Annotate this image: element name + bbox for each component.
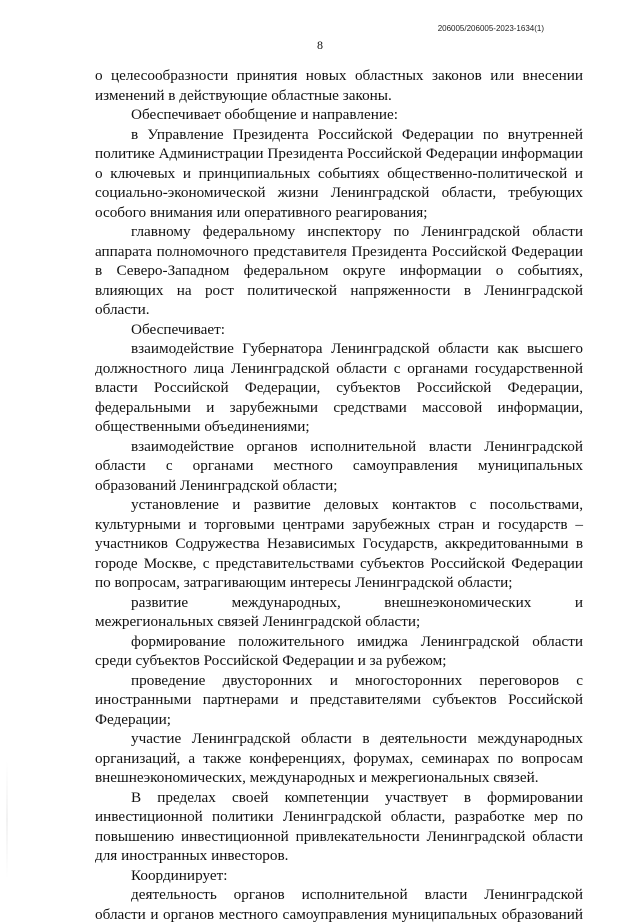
paragraph: В пределах своей компетенции участвует в формировании инвестиционной политики Ленинградской области, разработке мер по повышению инвестиционной привлекательности Ленинградской области для иностранных инвесторов. bbox=[95, 788, 583, 864]
paragraph: деятельность органов исполнительной власти Ленинградской области и органов местного самоуправления муниципальных образований bbox=[95, 886, 583, 923]
paragraph: взаимодействие органов исполнительной власти Ленинградской области с органами местного самоуправления муниципальных образований Ленинградской области; bbox=[95, 437, 583, 494]
paragraph: взаимодействие Губернатора Ленинградской области как высшего должностного лица Ленинградской области с органами государственной власти Российской Федерации, субъектов Российской Федерации, федеральными и зарубежными средствами массовой информации, общественными объединениями; bbox=[95, 340, 583, 435]
document-id: 206005/206005-2023-1634(1) bbox=[437, 24, 544, 33]
paragraph: установление и развитие деловых контактов с посольствами, культурными и торговыми центрами зарубежных стран и государств – участников Содружества Независимых Государств, аккредитованными в городе Москве, с представительствами субъектов Российской Федерации по вопросам, затрагивающим интересы Ленинградской области; bbox=[95, 496, 583, 591]
paragraph: в Управление Президента Российской Федерации по внутренней политике Администрации Президента Российской Федерации информации о ключевых и принципиальных событиях общественно-политической и социально-экономической жизни Ленинградской области, требующих особого внимания или оперативного реагирования; bbox=[95, 125, 583, 221]
document-body bbox=[95, 66, 583, 924]
paragraph: главному федеральному инспектору по Ленинградской области аппарата полномочного представителя Президента Российской Федерации в Северо-Западном федеральном округе информации о событиях, влияющих на рост политической напряженности в Ленинградской области. bbox=[95, 223, 583, 318]
scan-edge-shadow bbox=[6, 760, 8, 880]
paragraph: Координирует: bbox=[131, 866, 228, 884]
paragraph: формирование положительного имиджа Ленинградской области среди субъектов Российской Федерации и за рубежом; bbox=[95, 632, 583, 669]
paragraph: развитие международных, внешнеэкономических и межрегиональных связей Ленинградской области; bbox=[95, 593, 583, 630]
paragraph: Обеспечивает: bbox=[131, 320, 225, 338]
paragraph-continuation: о целесообразности принятия новых областных законов или внесении изменений в действующие областные законы. bbox=[95, 67, 583, 104]
paragraph: проведение двусторонних и многосторонних переговоров с иностранными партнерами и представителями субъектов Российской Федерации; bbox=[95, 671, 583, 728]
page-number: 8 bbox=[317, 38, 323, 52]
paragraph: Обеспечивает обобщение и направление: bbox=[131, 106, 398, 123]
paragraph: участие Ленинградской области в деятельности международных организаций, а также конференциях, форумах, семинарах по вопросам внешнеэкономических, международных и межрегиональных связей. bbox=[95, 730, 583, 786]
